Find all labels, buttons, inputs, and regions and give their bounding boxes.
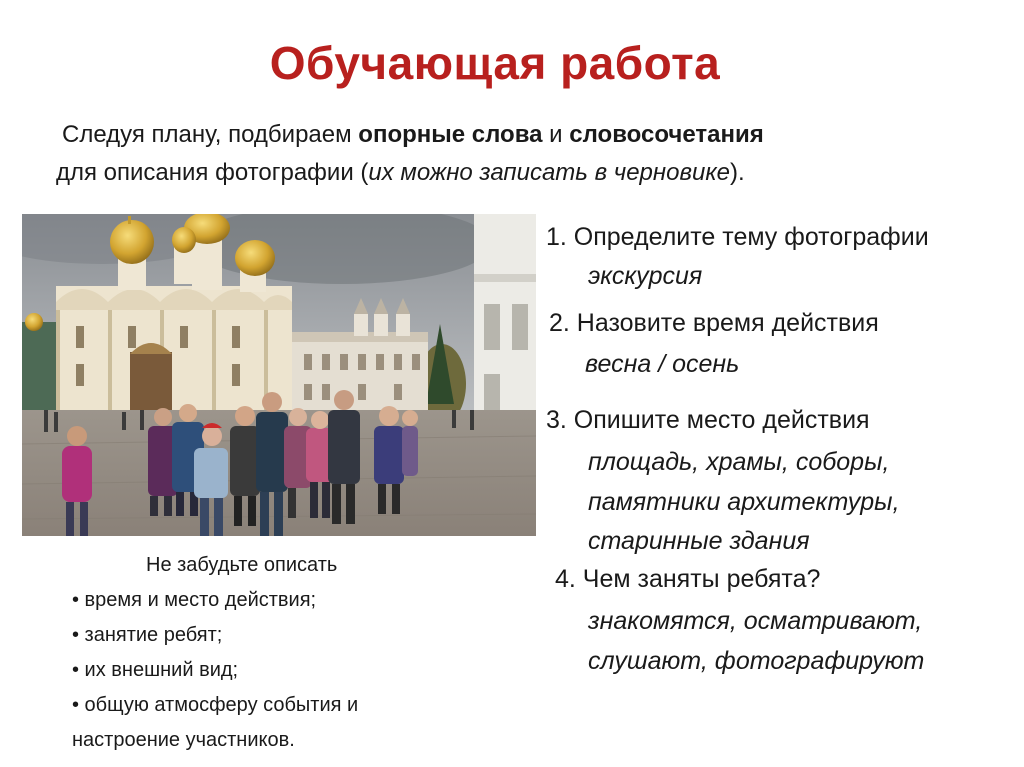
reminder-item: • время и место действия; (72, 589, 317, 611)
kremlin-excursion-photo (22, 214, 536, 536)
reminder-item: • занятие ребят; (72, 624, 223, 646)
step-4-answer-line-2: слушают, фотографируют (588, 647, 925, 675)
intro-text (56, 116, 1002, 192)
reminder-item: • их внешний вид; (72, 659, 239, 681)
intro-part: ). (730, 159, 745, 186)
step-4-question: 4. Чем заняты ребята? (555, 565, 821, 593)
intro-line-2 (56, 154, 1002, 192)
step-2-question: 2. Назовите время действия (549, 309, 879, 337)
intro-italic-note: их можно записать в черновике (368, 159, 730, 186)
step-4-answer-line-1: знакомятся, осматривают, (588, 607, 923, 635)
step-3-question: 3. Опишите место действия (546, 406, 870, 434)
intro-line-1 (62, 116, 1002, 154)
step-3-answer-line-1: площадь, храмы, соборы, (588, 448, 890, 476)
step-2-answer: весна / осень (585, 350, 740, 378)
step-1-answer: экскурсия (588, 262, 703, 290)
intro-part: и (542, 121, 570, 148)
step-3-answer-line-2: памятники архитектуры, (588, 488, 900, 516)
reminder-block (72, 548, 512, 758)
reminder-item: настроение участников. (72, 729, 295, 751)
reminder-heading: Не забудьте описать (146, 554, 338, 576)
slide-title: Обучающая работа (269, 37, 721, 89)
reminder-item: • общую атмосферу события и (72, 694, 359, 716)
intro-bold-keywords: опорные слова (358, 121, 543, 148)
intro-part: Следуя плану, подбираем (62, 121, 359, 148)
intro-bold-phrases: словосочетания (569, 121, 764, 148)
step-3-answer-line-3: старинные здания (588, 527, 810, 555)
step-1-question: 1. Определите тему фотографии (546, 223, 929, 251)
intro-part: для описания фотографии ( (56, 159, 369, 186)
